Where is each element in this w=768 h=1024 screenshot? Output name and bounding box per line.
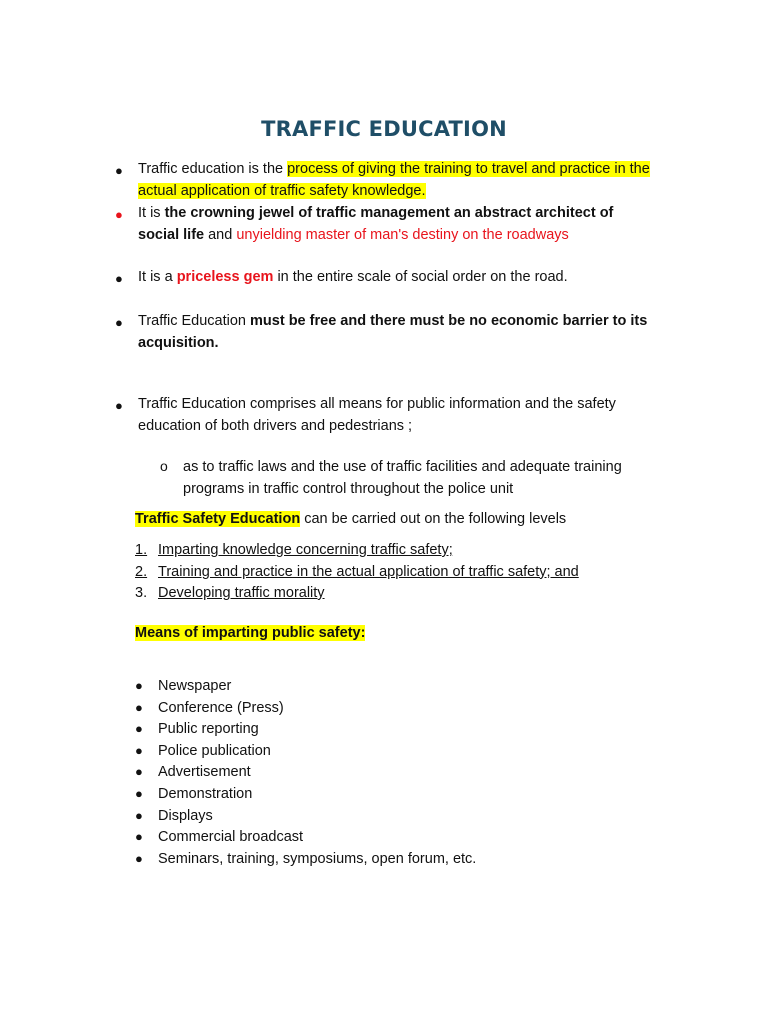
list-item: ● Demonstration bbox=[135, 783, 476, 805]
bullet-dot: ● bbox=[115, 315, 123, 330]
list-item: ● Conference (Press) bbox=[135, 697, 476, 719]
bullet-dot: ● bbox=[135, 807, 143, 823]
bullet-dot: ● bbox=[115, 271, 123, 286]
list-item: 2. Training and practice in the actual application of traffic safety; and bbox=[135, 563, 579, 580]
means-list bbox=[135, 675, 476, 869]
bullet-dot: ● bbox=[135, 699, 143, 715]
bullet-5: Traffic Education comprises all means for public information and the safety education of both drivers and pedestrians ; bbox=[138, 396, 616, 434]
bullet-dot: ● bbox=[115, 163, 123, 178]
bullet-dot: ● bbox=[135, 721, 143, 737]
bullet-dot: ● bbox=[135, 678, 143, 693]
bullet-4: Traffic Education must be free and there must be no economic barrier to its acquisition. bbox=[138, 313, 648, 351]
bullet-dot: ● bbox=[135, 829, 143, 845]
list-item: 1. Imparting knowledge concerning traffic safety; bbox=[135, 542, 453, 558]
bullet-dot: ● bbox=[135, 742, 143, 758]
sub-bullet: as to traffic laws and the use of traffic facilities and adequate training programs in traffic control throughout the police unit bbox=[183, 459, 622, 497]
list-item: ● Public reporting bbox=[135, 718, 476, 740]
list-item: ● Displays bbox=[135, 805, 476, 827]
list-item: ● Seminars, training, symposiums, open forum, etc. bbox=[135, 848, 476, 870]
levels-list bbox=[135, 540, 579, 605]
bullet-3: It is a priceless gem in the entire scale of social order on the road. bbox=[138, 269, 568, 285]
bullet-1: Traffic education is the process of giving the training to travel and practice in the actual application of traffic safety knowledge. bbox=[138, 161, 650, 199]
list-item: 3. Developing traffic morality bbox=[135, 585, 325, 601]
bullet-dot: ● bbox=[135, 850, 143, 866]
bullet-dot: ● bbox=[115, 398, 123, 413]
sub-bullet-marker: o bbox=[160, 458, 168, 474]
bullet-dot: ● bbox=[135, 785, 143, 801]
levels-intro: Traffic Safety Education can be carried out on the following levels bbox=[135, 511, 567, 527]
list-item: ● Newspaper bbox=[135, 675, 476, 697]
list-item: ● Advertisement bbox=[135, 761, 476, 783]
bullet-dot-red: ● bbox=[115, 207, 123, 222]
bullet-dot: ● bbox=[135, 764, 143, 780]
means-heading: Means of imparting public safety: bbox=[135, 625, 366, 641]
list-item: ● Police publication bbox=[135, 740, 476, 762]
bullet-2: It is the crowning jewel of traffic management an abstract architect of social life and unyielding master of man's destiny on the roadways bbox=[138, 205, 614, 243]
list-item: ● Commercial broadcast bbox=[135, 826, 476, 848]
page-title: TRAFFIC EDUCATION bbox=[261, 117, 507, 141]
